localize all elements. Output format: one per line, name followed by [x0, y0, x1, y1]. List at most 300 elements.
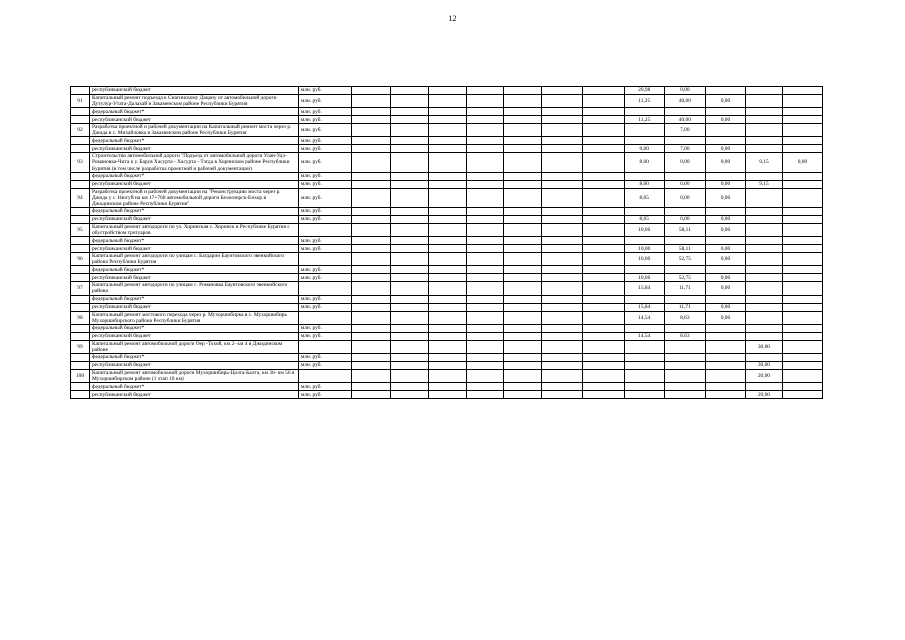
table-row	[71, 332, 823, 340]
value-cell: 0,00	[705, 116, 745, 124]
value-cell	[582, 237, 624, 245]
value-cell: 0,00	[705, 145, 745, 153]
value-cell	[466, 124, 504, 137]
value-cell	[504, 108, 542, 116]
table-row	[71, 295, 823, 303]
value-cell: 0,00	[705, 274, 745, 282]
row-number: 93	[71, 153, 90, 172]
row-unit: млн. руб.	[298, 237, 351, 245]
value-cell	[428, 172, 466, 180]
value-cell	[504, 180, 542, 188]
value-cell	[745, 253, 782, 266]
value-cell	[428, 87, 466, 95]
value-cell	[390, 282, 428, 295]
row-name: Капитальный ремонт автодороги по улицам с. Багдарин Баунтовского эвенкийского района Республики Бурятия	[89, 253, 298, 266]
row-number	[71, 295, 90, 303]
value-cell	[582, 137, 624, 145]
value-cell	[351, 153, 390, 172]
value-cell	[745, 95, 782, 108]
row-number	[71, 303, 90, 311]
value-cell	[504, 311, 542, 324]
row-name: федеральный бюджет*	[89, 207, 298, 215]
table-row	[71, 172, 823, 180]
value-cell	[624, 124, 664, 137]
value-cell	[466, 180, 504, 188]
value-cell	[390, 369, 428, 382]
value-cell	[745, 137, 782, 145]
value-cell	[705, 137, 745, 145]
value-cell	[504, 188, 542, 207]
value-cell	[466, 253, 504, 266]
value-cell	[504, 245, 542, 253]
value-cell	[390, 324, 428, 332]
value-cell	[466, 108, 504, 116]
value-cell	[664, 361, 705, 369]
row-number: 98	[71, 311, 90, 324]
row-number	[71, 324, 90, 332]
value-cell	[351, 353, 390, 361]
value-cell	[390, 391, 428, 399]
row-number	[71, 87, 90, 95]
value-cell	[428, 282, 466, 295]
value-cell	[428, 324, 466, 332]
value-cell	[745, 145, 782, 153]
row-name: Разработка проектной и рабочей документации на "Реконструкцию моста через р. Джида у с. Нюгуй на км 17+760 автомобильной дороги Белоозерск-Енхор в Джидинском районе Республики Бурятия"	[89, 188, 298, 207]
value-cell	[582, 172, 624, 180]
value-cell	[466, 282, 504, 295]
value-cell	[542, 237, 582, 245]
value-cell	[542, 391, 582, 399]
value-cell	[351, 95, 390, 108]
value-cell	[542, 383, 582, 391]
value-cell	[428, 391, 466, 399]
value-cell	[582, 324, 624, 332]
value-cell	[390, 116, 428, 124]
value-cell	[351, 391, 390, 399]
value-cell	[745, 172, 782, 180]
value-cell	[782, 282, 822, 295]
row-name: республиканский бюджет	[89, 180, 298, 188]
value-cell	[351, 383, 390, 391]
value-cell	[351, 332, 390, 340]
value-cell	[664, 237, 705, 245]
value-cell	[428, 340, 466, 353]
row-unit: млн. руб.	[298, 383, 351, 391]
value-cell	[542, 87, 582, 95]
value-cell	[542, 95, 582, 108]
value-cell	[582, 266, 624, 274]
row-number: 92	[71, 124, 90, 137]
value-cell	[782, 245, 822, 253]
value-cell: 58,11	[664, 245, 705, 253]
value-cell	[542, 172, 582, 180]
value-cell	[428, 383, 466, 391]
value-cell	[745, 311, 782, 324]
value-cell	[624, 353, 664, 361]
value-cell	[664, 324, 705, 332]
value-cell	[504, 237, 542, 245]
value-cell	[782, 180, 822, 188]
value-cell	[542, 137, 582, 145]
value-cell: 7,00	[664, 145, 705, 153]
value-cell	[542, 108, 582, 116]
value-cell	[504, 172, 542, 180]
row-unit: млн. руб.	[298, 95, 351, 108]
row-number	[71, 274, 90, 282]
value-cell	[466, 383, 504, 391]
value-cell	[582, 391, 624, 399]
row-name: Капитальный ремонт мостового перехода через р. Мухоршибирка в с. Мухоршибирь Мухоршибирского района Республики Бурятия	[89, 311, 298, 324]
value-cell	[351, 245, 390, 253]
table-row	[71, 311, 823, 324]
value-cell	[582, 108, 624, 116]
value-cell	[351, 188, 390, 207]
value-cell: 30,00	[745, 361, 782, 369]
value-cell: 0,00	[705, 215, 745, 223]
value-cell	[504, 223, 542, 236]
table-row	[71, 253, 823, 266]
value-cell: 8,63	[664, 311, 705, 324]
value-cell	[624, 207, 664, 215]
value-cell	[351, 324, 390, 332]
value-cell	[390, 108, 428, 116]
value-cell	[428, 188, 466, 207]
value-cell	[466, 340, 504, 353]
value-cell: 8,63	[664, 332, 705, 340]
table-row	[71, 124, 823, 137]
value-cell	[705, 340, 745, 353]
value-cell	[504, 282, 542, 295]
value-cell	[745, 237, 782, 245]
value-cell	[428, 223, 466, 236]
value-cell	[504, 369, 542, 382]
row-number: 97	[71, 282, 90, 295]
value-cell: 9,15	[745, 153, 782, 172]
value-cell	[745, 332, 782, 340]
value-cell	[782, 237, 822, 245]
row-unit: млн. руб.	[298, 353, 351, 361]
value-cell	[542, 215, 582, 223]
table-row	[71, 340, 823, 353]
value-cell	[542, 295, 582, 303]
value-cell	[582, 332, 624, 340]
value-cell	[466, 369, 504, 382]
value-cell	[582, 311, 624, 324]
value-cell: 0,00	[664, 87, 705, 95]
value-cell	[664, 137, 705, 145]
table-row	[71, 145, 823, 153]
table-row	[71, 266, 823, 274]
value-cell	[745, 215, 782, 223]
value-cell: 0,00	[705, 303, 745, 311]
value-cell	[782, 253, 822, 266]
value-cell	[390, 145, 428, 153]
value-cell: 20,98	[624, 87, 664, 95]
value-cell	[542, 361, 582, 369]
value-cell	[624, 137, 664, 145]
table-row	[71, 188, 823, 207]
value-cell	[782, 303, 822, 311]
value-cell	[390, 253, 428, 266]
value-cell	[782, 124, 822, 137]
value-cell	[390, 207, 428, 215]
table-row	[71, 245, 823, 253]
value-cell	[466, 237, 504, 245]
value-cell	[582, 253, 624, 266]
page-number: 12	[448, 14, 457, 23]
value-cell	[390, 172, 428, 180]
value-cell	[582, 116, 624, 124]
row-unit: млн. руб.	[298, 153, 351, 172]
value-cell	[351, 282, 390, 295]
value-cell	[542, 353, 582, 361]
value-cell	[428, 311, 466, 324]
value-cell	[664, 172, 705, 180]
value-cell	[466, 274, 504, 282]
value-cell: 10,00	[624, 245, 664, 253]
value-cell	[705, 391, 745, 399]
table-row	[71, 369, 823, 382]
value-cell	[582, 87, 624, 95]
value-cell: 0,00	[664, 153, 705, 172]
value-cell	[582, 295, 624, 303]
value-cell	[466, 361, 504, 369]
value-cell	[466, 332, 504, 340]
value-cell	[466, 215, 504, 223]
row-name: федеральный бюджет*	[89, 137, 298, 145]
value-cell: 0,00	[705, 180, 745, 188]
value-cell	[504, 116, 542, 124]
value-cell	[542, 266, 582, 274]
value-cell	[390, 137, 428, 145]
row-unit: млн. руб.	[298, 274, 351, 282]
value-cell: 10,00	[624, 253, 664, 266]
value-cell: 14,54	[624, 311, 664, 324]
value-cell	[428, 295, 466, 303]
row-name: республиканский бюджет	[89, 87, 298, 95]
value-cell	[542, 324, 582, 332]
row-number	[71, 137, 90, 145]
value-cell	[582, 274, 624, 282]
value-cell	[705, 108, 745, 116]
value-cell	[782, 369, 822, 382]
value-cell	[745, 108, 782, 116]
value-cell	[351, 207, 390, 215]
row-unit: млн. руб.	[298, 324, 351, 332]
value-cell	[624, 340, 664, 353]
value-cell	[504, 361, 542, 369]
value-cell	[390, 332, 428, 340]
value-cell	[664, 383, 705, 391]
value-cell	[782, 295, 822, 303]
value-cell	[351, 369, 390, 382]
value-cell	[390, 95, 428, 108]
value-cell	[624, 324, 664, 332]
row-name: Капитальный ремонт автодороги по улицам с. Романовка Баунтовского эвенкийского района	[89, 282, 298, 295]
row-number	[71, 353, 90, 361]
value-cell	[466, 87, 504, 95]
row-name: Капитальный ремонт подъезда к Снагинскому Дацану от автомобильной дороги Дутулур-Утата-Далахай в Закаменском районе Республики Бурятия	[89, 95, 298, 108]
row-unit	[298, 223, 351, 236]
row-name: республиканский бюджет	[89, 145, 298, 153]
value-cell	[466, 153, 504, 172]
value-cell	[351, 253, 390, 266]
row-number: 94	[71, 188, 90, 207]
value-cell	[582, 303, 624, 311]
table-row	[71, 324, 823, 332]
value-cell	[390, 303, 428, 311]
value-cell	[504, 145, 542, 153]
value-cell: 0,00	[705, 311, 745, 324]
value-cell: 0,00	[664, 215, 705, 223]
value-cell	[351, 361, 390, 369]
value-cell: 10,00	[624, 223, 664, 236]
row-name: республиканский бюджет	[89, 361, 298, 369]
value-cell	[624, 108, 664, 116]
value-cell	[664, 340, 705, 353]
value-cell	[664, 391, 705, 399]
value-cell	[466, 391, 504, 399]
value-cell	[351, 145, 390, 153]
value-cell: 14,54	[624, 332, 664, 340]
value-cell	[351, 295, 390, 303]
row-number: 91	[71, 95, 90, 108]
value-cell	[782, 215, 822, 223]
budget-table	[70, 86, 823, 399]
value-cell	[428, 207, 466, 215]
table-row	[71, 282, 823, 295]
row-unit: млн. руб.	[298, 137, 351, 145]
value-cell	[504, 340, 542, 353]
value-cell	[351, 274, 390, 282]
row-name: республиканский бюджет	[89, 245, 298, 253]
value-cell	[705, 295, 745, 303]
value-cell	[428, 145, 466, 153]
value-cell	[582, 145, 624, 153]
row-unit	[298, 253, 351, 266]
value-cell	[390, 266, 428, 274]
row-unit	[298, 282, 351, 295]
value-cell: 0,00	[705, 282, 745, 295]
value-cell	[705, 383, 745, 391]
row-number: 95	[71, 223, 90, 236]
row-number	[71, 172, 90, 180]
value-cell	[504, 295, 542, 303]
value-cell	[504, 137, 542, 145]
value-cell	[466, 324, 504, 332]
value-cell	[428, 303, 466, 311]
value-cell: 40,00	[664, 116, 705, 124]
value-cell	[782, 137, 822, 145]
value-cell	[466, 266, 504, 274]
table-row	[71, 87, 823, 95]
value-cell	[582, 215, 624, 223]
value-cell: 11,71	[664, 282, 705, 295]
value-cell	[504, 87, 542, 95]
value-cell	[664, 369, 705, 382]
value-cell	[428, 137, 466, 145]
row-name: федеральный бюджет*	[89, 295, 298, 303]
value-cell	[504, 95, 542, 108]
value-cell	[428, 253, 466, 266]
row-unit: млн. руб.	[298, 87, 351, 95]
value-cell	[390, 215, 428, 223]
row-name: республиканский бюджет	[89, 332, 298, 340]
table-row	[71, 153, 823, 172]
value-cell	[582, 124, 624, 137]
value-cell	[782, 361, 822, 369]
table-row	[71, 361, 823, 369]
table-row	[71, 180, 823, 188]
value-cell	[542, 274, 582, 282]
value-cell: 11,25	[624, 116, 664, 124]
value-cell	[782, 340, 822, 353]
value-cell	[705, 353, 745, 361]
value-cell	[390, 340, 428, 353]
value-cell	[428, 332, 466, 340]
value-cell	[428, 361, 466, 369]
row-name: федеральный бюджет*	[89, 324, 298, 332]
value-cell	[745, 207, 782, 215]
value-cell	[428, 266, 466, 274]
value-cell	[624, 369, 664, 382]
table-body	[71, 87, 823, 399]
value-cell	[705, 124, 745, 137]
value-cell: 0,00	[705, 153, 745, 172]
row-number	[71, 332, 90, 340]
value-cell	[390, 274, 428, 282]
value-cell	[582, 282, 624, 295]
row-unit: млн. руб.	[298, 303, 351, 311]
row-number	[71, 361, 90, 369]
value-cell	[428, 95, 466, 108]
value-cell	[782, 383, 822, 391]
value-cell	[624, 295, 664, 303]
value-cell	[504, 274, 542, 282]
value-cell	[504, 303, 542, 311]
row-number	[71, 391, 90, 399]
value-cell	[705, 361, 745, 369]
value-cell	[542, 340, 582, 353]
value-cell	[745, 282, 782, 295]
row-name: федеральный бюджет*	[89, 383, 298, 391]
value-cell	[466, 311, 504, 324]
row-name: федеральный бюджет*	[89, 353, 298, 361]
value-cell	[582, 153, 624, 172]
value-cell	[390, 245, 428, 253]
value-cell	[542, 116, 582, 124]
value-cell: 0,00	[664, 180, 705, 188]
value-cell	[582, 383, 624, 391]
value-cell	[390, 295, 428, 303]
value-cell	[664, 353, 705, 361]
value-cell	[582, 95, 624, 108]
value-cell	[466, 223, 504, 236]
value-cell	[705, 172, 745, 180]
value-cell	[390, 188, 428, 207]
value-cell: 58,11	[664, 223, 705, 236]
value-cell: 0,00	[705, 188, 745, 207]
row-number	[71, 180, 90, 188]
value-cell: 15,84	[624, 303, 664, 311]
value-cell	[745, 274, 782, 282]
value-cell	[351, 340, 390, 353]
value-cell	[705, 207, 745, 215]
value-cell	[466, 116, 504, 124]
value-cell: 40,00	[664, 95, 705, 108]
row-unit: млн. руб.	[298, 188, 351, 207]
value-cell: 0,00	[624, 145, 664, 153]
